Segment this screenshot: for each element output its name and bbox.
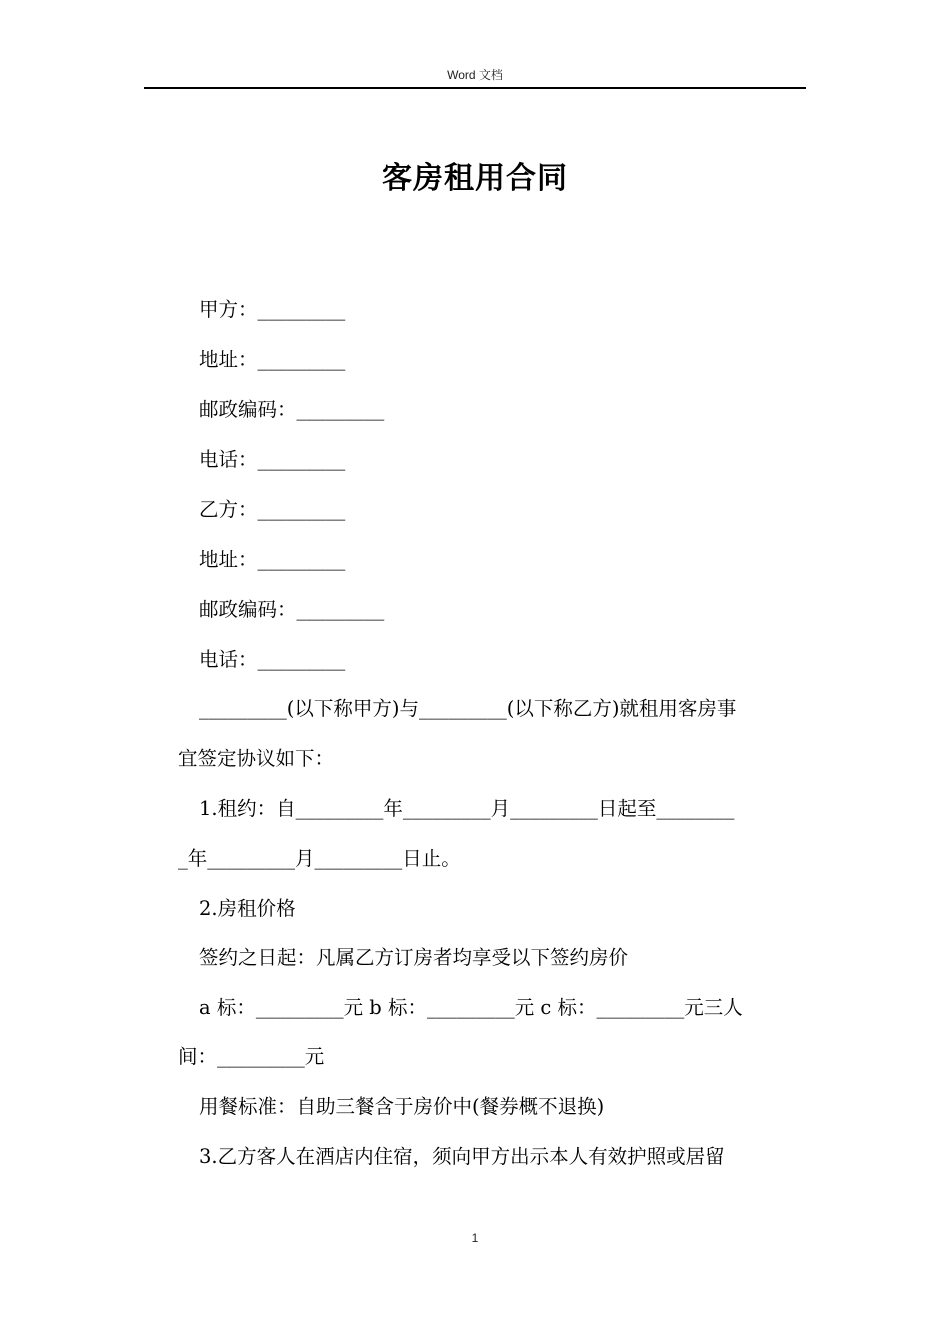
party-a-line: 甲方：_________ [199, 298, 346, 321]
agreement-intro-line: _________(以下称甲方)与_________(以下称乙方)就租用客房事 [199, 697, 737, 720]
agreement-intro-continuation: 宜签定协议如下： [178, 747, 335, 770]
page-number: 1 [471, 1231, 479, 1245]
meal-standard-line: 用餐标准：自助三餐含于房价中(餐券概不退换) [199, 1095, 605, 1118]
clause-2-heading: 2.房租价格 [199, 897, 296, 920]
room-rates-continuation: 间：_________元 [178, 1045, 325, 1068]
party-a-address-line: 地址：_________ [199, 348, 346, 371]
clause-1-continuation: _年_________月_________日止。 [178, 847, 461, 870]
clause-1-line: 1.租约：自_________年_________月_________日起至________ [199, 797, 735, 820]
party-b-postcode-line: 邮政编码：_________ [199, 598, 385, 621]
header-divider [144, 87, 806, 89]
page-header: Word 文档 [447, 68, 503, 82]
document-title: 客房租用合同 [382, 161, 568, 196]
party-b-line: 乙方：_________ [199, 498, 346, 521]
party-b-phone-line: 电话：_________ [199, 648, 346, 671]
room-rates-line: a 标：_________元 b 标：_________元 c 标：_________元三人 [199, 996, 743, 1019]
party-b-address-line: 地址：_________ [199, 548, 346, 571]
party-a-phone-line: 电话：_________ [199, 448, 346, 471]
clause-3-line: 3.乙方客人在酒店内住宿，须向甲方出示本人有效护照或居留 [199, 1145, 725, 1168]
party-a-postcode-line: 邮政编码：_________ [199, 398, 385, 421]
clause-2-pricing-line: 签约之日起：凡属乙方订房者均享受以下签约房价 [199, 946, 629, 969]
